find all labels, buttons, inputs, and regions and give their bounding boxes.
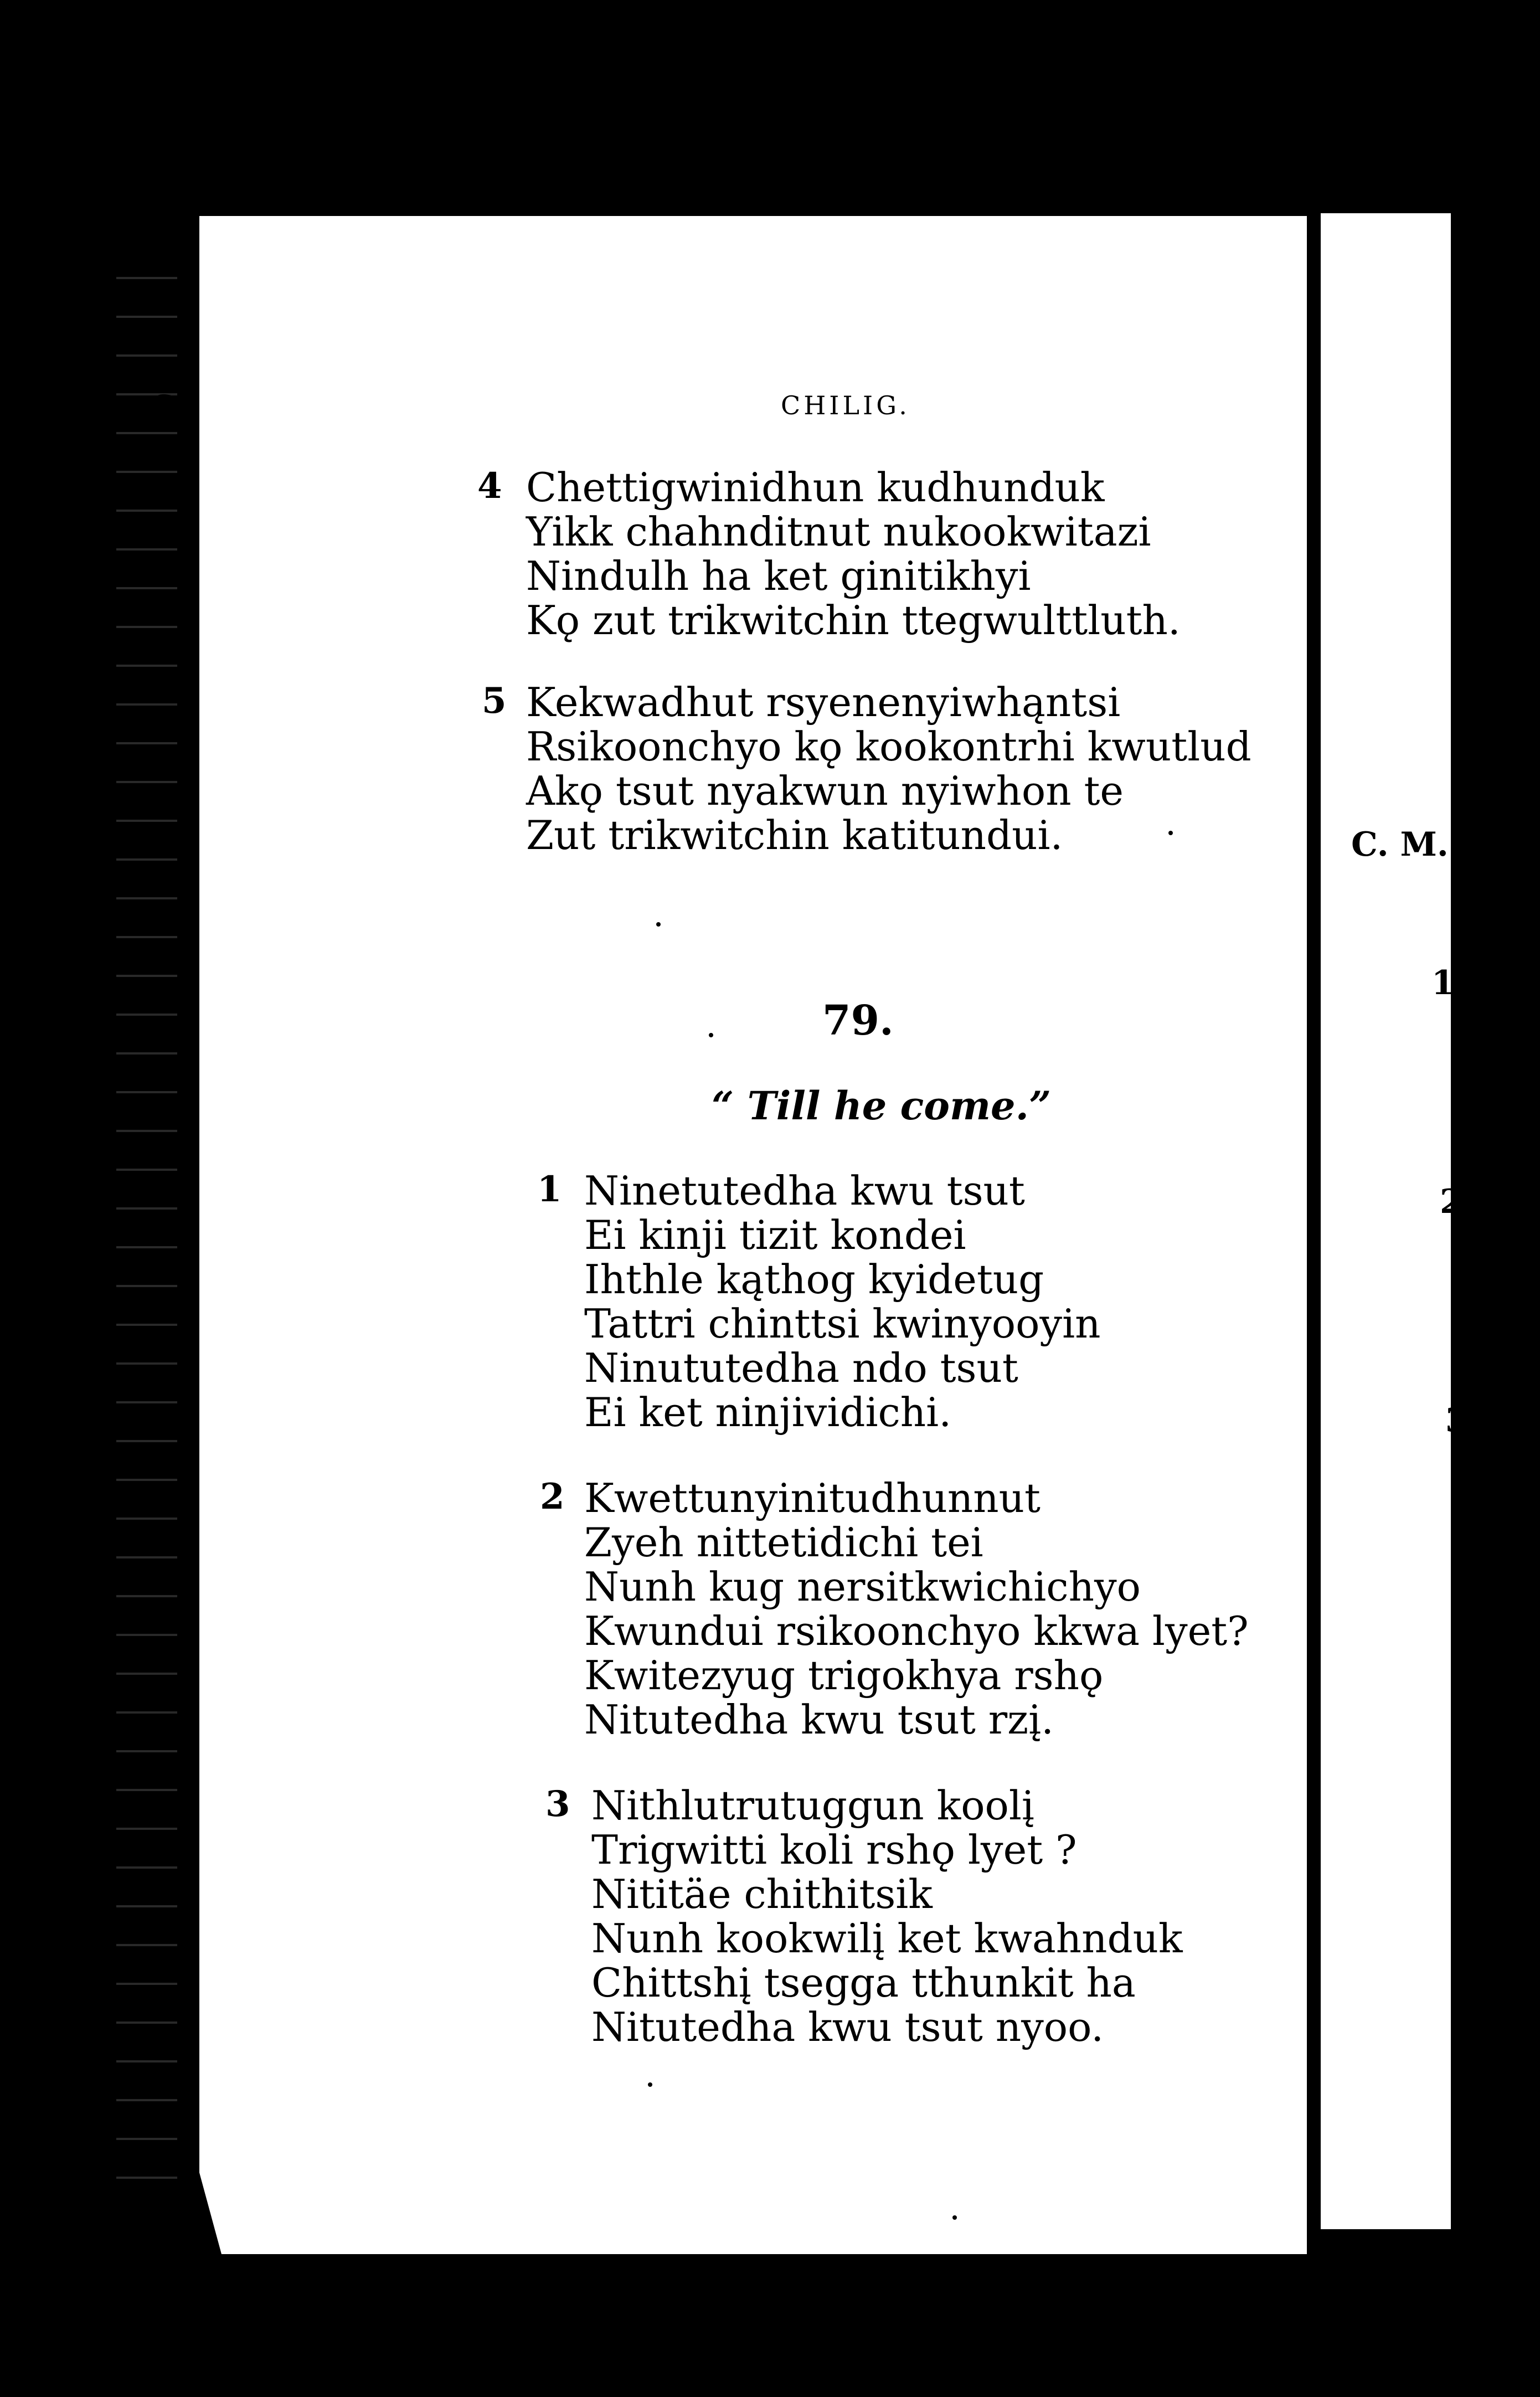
verse-block <box>584 1476 1249 1742</box>
book-binding-edge <box>116 260 177 2199</box>
verse-line: Nindulh ha ket ginitikhyi <box>526 553 1031 599</box>
verse-line: Kwundui rsikoonchyo kkwa lyet? <box>584 1608 1249 1654</box>
verse-line: Zut trikwitchin katitundui. <box>526 812 1063 858</box>
verse-line: Kǫ zut trikwitchin ttegwulttluth. <box>526 597 1181 644</box>
verse-line: Ninututedha ndo tsut <box>584 1345 1018 1391</box>
verse-line: Trigwitti koli rshǫ lyet ? <box>591 1827 1077 1873</box>
facing-page-verse-number: 1 <box>1431 964 1455 1002</box>
verse-line: Ninetutedha kwu tsut <box>584 1167 1025 1214</box>
verse-line: Chittshį tsegga tthunkit ha <box>591 1959 1136 2006</box>
facing-page-strip <box>1321 213 1451 2229</box>
verse-number: 1 <box>537 1169 562 1210</box>
print-speck <box>952 2215 957 2220</box>
verse-line: Nitutedha kwu tsut nyoo. <box>591 2004 1104 2050</box>
verse-number: 2 <box>540 1476 565 1518</box>
verse-line: Nithlutrutuggun koolį <box>591 1782 1034 1829</box>
page-number: 60 <box>150 388 199 429</box>
verse-line: Kwitezyug trigokhya rshǫ <box>584 1652 1104 1699</box>
verse-block <box>584 1169 1100 1434</box>
verse-line: Ei kinji tizit kondei <box>584 1212 966 1258</box>
verse-line: Akǫ tsut nyakwun nyiwhon te <box>526 768 1124 814</box>
verse-line: Chettigwinidhun kudhunduk <box>526 464 1105 511</box>
facing-page-verse-number: 2 <box>1440 1182 1463 1221</box>
verse-line: Nitutedha kwu tsut rzį. <box>584 1696 1054 1743</box>
verse-number: 3 <box>545 1783 570 1825</box>
hymn-number: 79. <box>822 997 894 1045</box>
print-speck <box>1168 831 1173 835</box>
verse-line: Kekwadhut rsyenenyiwhąntsi <box>526 679 1121 726</box>
verse-line: Nunh kug nersitkwichichyo <box>584 1563 1141 1610</box>
verse-line: Zyeh nittetidichi tei <box>584 1519 983 1566</box>
hymn-subtitle: “ Till he come.” <box>712 1083 1052 1129</box>
print-speck <box>656 922 661 927</box>
running-title: CHILIG. <box>781 390 910 420</box>
facing-page-verse-number: 5 <box>1456 1833 1480 1872</box>
verse-line: Ei ket ninjividichi. <box>584 1389 952 1436</box>
print-speck <box>709 1033 713 1037</box>
verse-line: Tattri chinttsi kwinyooyin <box>584 1300 1101 1347</box>
facing-page-meter-label: C. M. <box>1351 825 1449 864</box>
verse-line: Nunh kookwilį ket kwahnduk <box>591 1915 1183 1962</box>
facing-page-verse-number: 3 <box>1445 1401 1469 1440</box>
verse-number: 5 <box>482 680 507 722</box>
verse-line: Yikk chahnditnut nukookwitazi <box>526 508 1151 555</box>
verse-line: Ihthle kąthog kyidetug <box>584 1256 1044 1303</box>
verse-line: Nititäe chithitsik <box>591 1871 933 1917</box>
verse-number: 4 <box>477 465 502 507</box>
verse-line: Rsikoonchyo kǫ kookontrhi kwutlud <box>526 723 1251 770</box>
print-speck <box>648 2082 652 2087</box>
verse-block <box>526 465 1181 642</box>
verse-line: Kwettunyinitudhunnut <box>584 1475 1041 1521</box>
verse-block <box>526 680 1251 857</box>
facing-page-verse-number: 4 <box>1456 1617 1480 1656</box>
verse-block <box>591 1783 1183 2049</box>
